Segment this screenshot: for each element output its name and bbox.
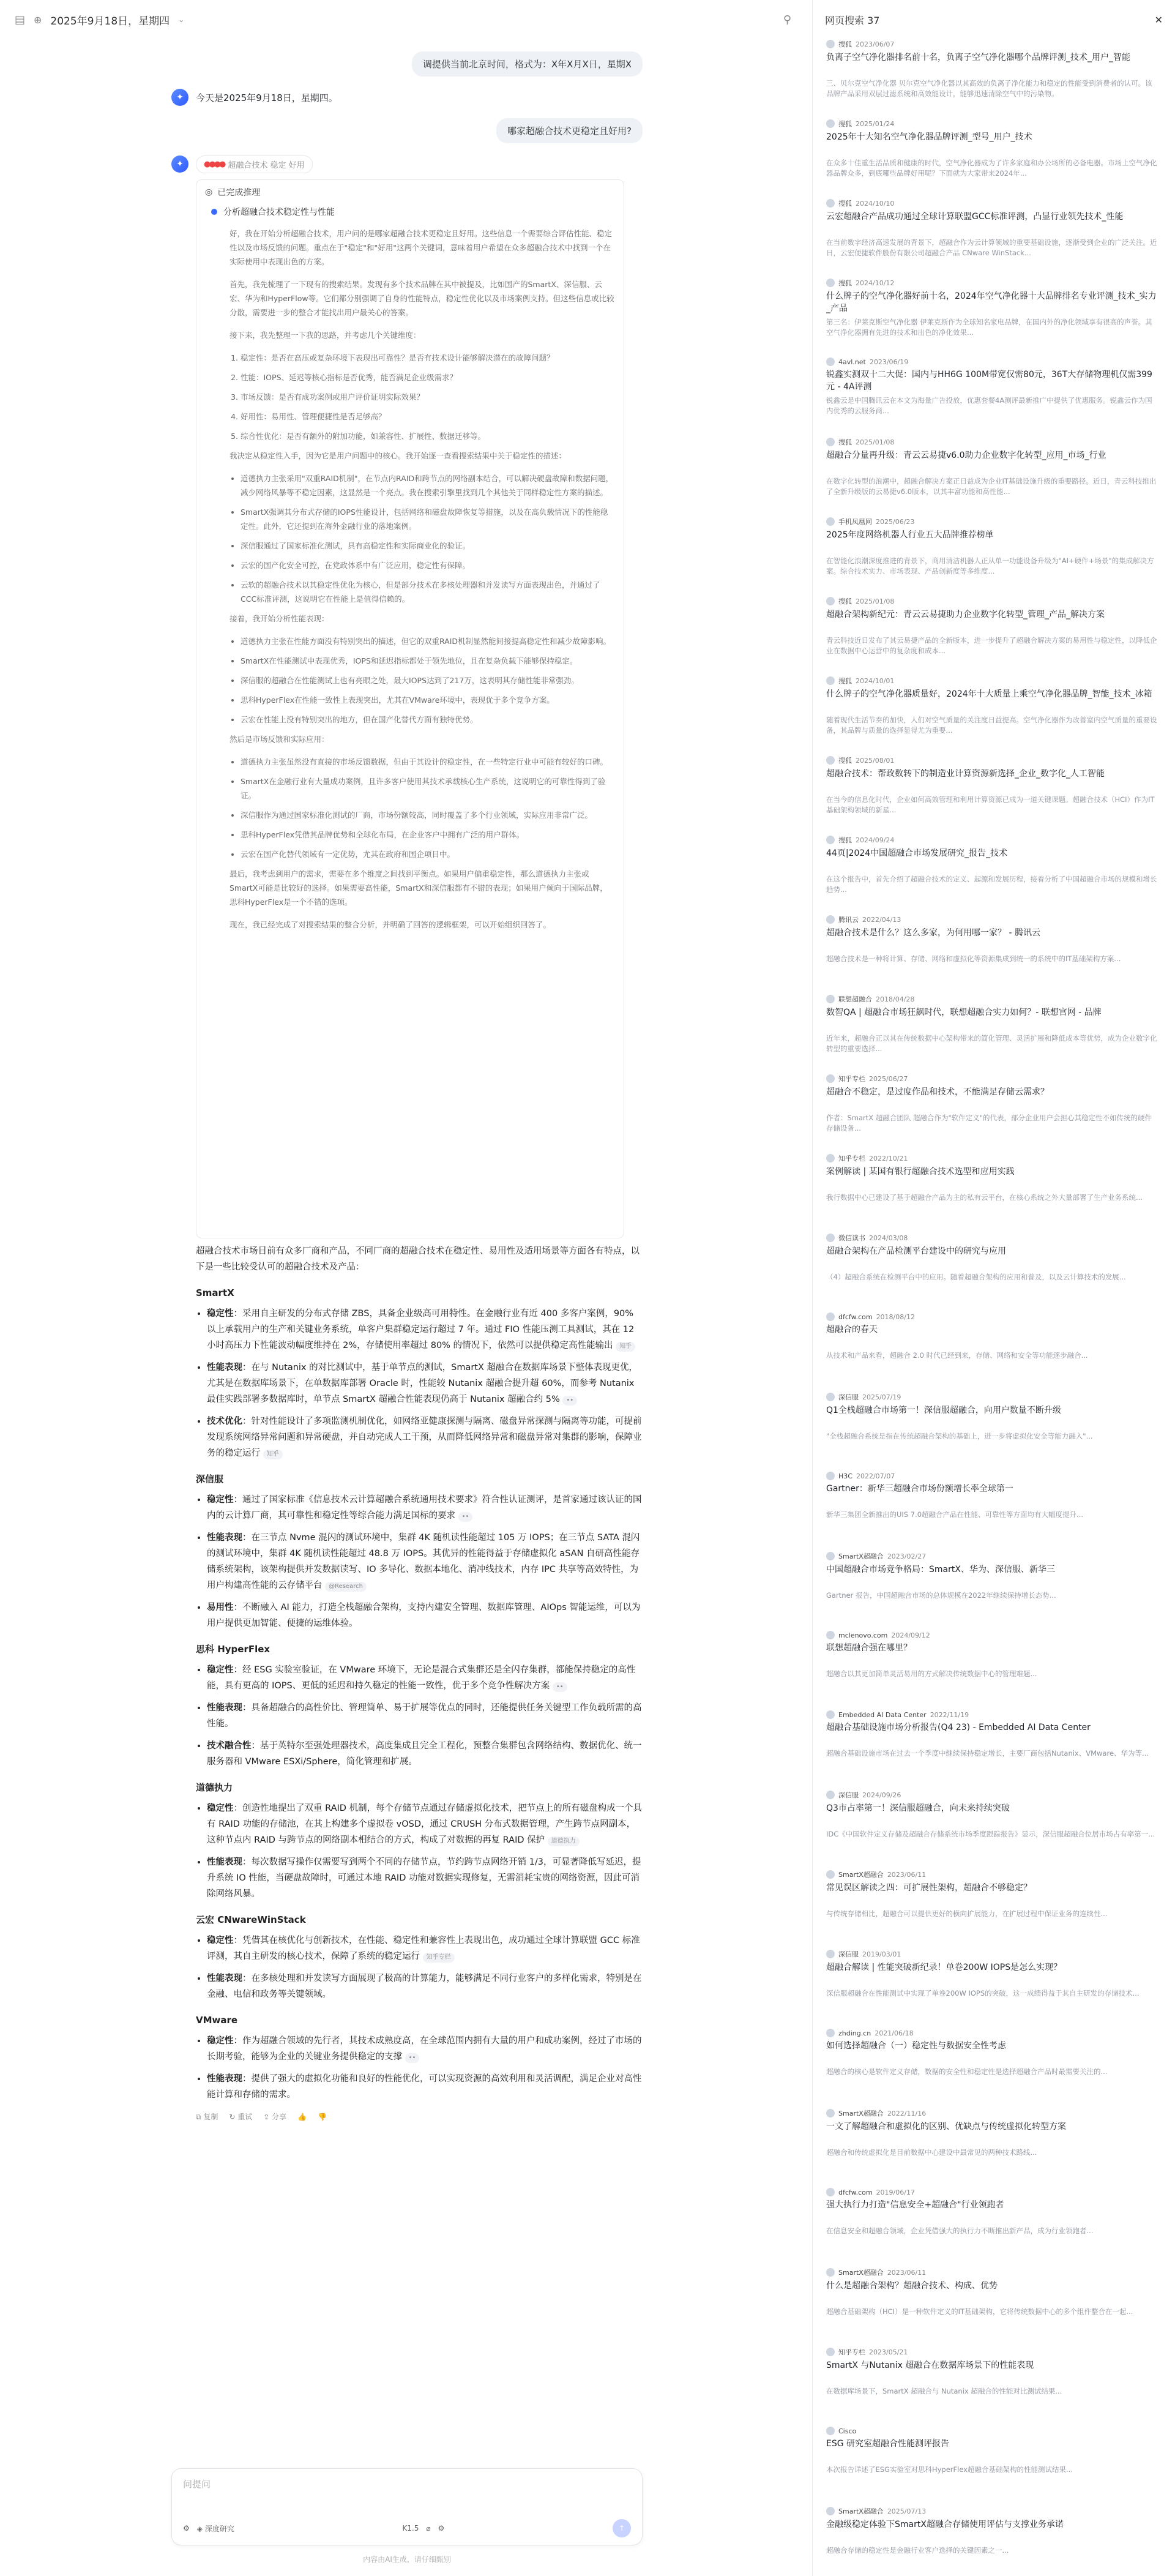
result-meta: 搜狐 2024/09/24: [826, 835, 1158, 845]
result-title[interactable]: Q3市占率第一！深信服超融合，向未来持续突破: [826, 1803, 1010, 1813]
result-title[interactable]: 数智QA | 超融合市场狂飙时代，联想超融合实力如何？- 联想官网 - 品牌: [826, 1008, 1102, 1017]
search-result[interactable]: [813, 2427, 1175, 2506]
site-favicon-icon: [826, 2029, 835, 2037]
answer-body: 超融合技术市场目前有众多厂商和产品，不同厂商的超融合技术在稳定性、易用性及适用场景等方面各有特点，以下是一些比较受认可的超融合技术及产品： SmartX • 稳定性：采用自主研发的分布式存储 ZBS，具备企业级高可用特性。在金融行业有近 400 多客户案例，90% 以上承载用户的生产和关键业务系统，单客户集群稳定运行超过 7 年。通过 FIO 性能压测工具测试，其在 12 小时高压力下性能波动幅度维持在 2%，存储使用率超过 80% 的情况下，依然可以提供稳定高性能输出 知乎 • 性能表现：在与 Nutanix 的对比测试中，基于单节点的测试，SmartX 超融合在数据库场景下整体表现更优，尤其是在数据库场景下，在单数据库部署 Oracle 时，性能较 Nutanix 超融合提升超 60%，而参考 Nutanix 最佳实践部署多数据库时，单节点 SmartX 超融合性能表现仍高于 Nutanix 超融合约 5% •• • 技术优化：针对性能设计了多项监测机制优化，如网络亚健康探测与隔离、磁盘异常探测与隔离等功能，可提前发现系统网络异常问题和异常硬盘，并自动完成人工干预，从而降低网络异常和磁盘异常对集群的影响，保障业务的稳定运行 知乎 深信服 • 稳定性：通过了国家标准《信息技术云计算超融合系统通用技术要求》符合性认证测评，是首家通过该认证的国内的云计算厂商，其可靠性和稳定性等综合能力满足国标的要求 •• • 性能表现：在三节点 Nvme 混闪的测试环境中，集群 4K 随机读性能超过 105 万 IOPS；在三节点 SATA 混闪的测试环境中，集群 4K 随机读性能超过 48.8 万 IOPS。其优异的性能得益于存储虚拟化 aSAN 自研高性能存储系统架构，该架构提供并发数据读写、IO 多导化、数据本地化、消冲线技术，内存 IPC 共享等高效特性，为用户构建高性能的云存储平台 @Research • 易用性：不断融入 AI 能力，打造全栈超融合架构，支持内建安全管理、数据库管理、AIOps 智能运维，可以为用户提供更加智能、便捷的运维体验。 思科 HyperFlex • 稳定性：经 ESG 实验室验证，在 VMware 环境下，无论是混合式集群还是全闪存集群，都能保持稳定的高性能，具有更高的 IOPS、更低的延迟和持久稳定的性能一致性，优于多个竞争性解决方案 •• • 性能表现：具备超融合的高性价比、管理简单、易于扩展等优点的同时，还能提供任务关键型工作负载所需的高性能。 • 技术融合性：基于英特尔至强处理器技术，高度集成且完全工程化，预整合集群包含网络结构、数据优化、统一服务器和 VMware ESXi/Sphere，简化管理和扩展。 道德执力 • 稳定性：创造性地提出了双重 RAID 机制，每个存储节点通过存储虚拟化技术，把节点上的所有磁盘构成一个具有 RAID 功能的存储池，在其上构建多个虚拟卷 vOSD，通过 CRUSH 分布式数据管理，产生跨节点网副本，这种节点内 RAID 与跨节点的网络副本相结合的方式，构成了对数据的再复 RAID 保护 道德执力 • 性能表现：每次数据写操作仅需要写到两个不同的存储节点，节约跨节点网络开销 1/3，可显著降低写延迟，提升系统 IO 性能，当硬盘故障时，可通过本地 RAID 功能对数据实现修复，无需消耗宝贵的网络资源，因此可消除网络风暴。 云宏 CNwareWinStack • 稳定性：凭借其在核优化与创新技术，在性能、稳定性和兼容性上表现出色，成功通过全球计算联盟 GCC 标准评测，其自主研发的核心技术，保障了系统的稳定运行 知乎专栏 • 性能表现：在多核处理和并发读写方面展现了极高的计算能力，能够满足不同行业客户的多样化需求，特别是在金融、电信和政务等关键领域。 VMware • 稳定性：作为超融合领域的先行者，其技术成熟度高，在全球范围内拥有大量的用户和成功案例，经过了市场的长期考验，能够为企业的关键业务提供稳定的支撑 •• • 性能表现：提供了强大的虚拟化功能和良好的性能优化，可以实现资源的高效利用和灵活调配，满足企业对高性能计算和存储的需求。 ⧉ 复制 ↻ 重试 ⇪ 分享 👍 👎: [196, 1243, 643, 2125]
result-meta: 搜狐 2024/10/10: [826, 198, 1158, 208]
result-meta: 搜狐 2025/01/08: [826, 596, 1158, 606]
citation-chip[interactable]: ••: [553, 1682, 567, 1692]
site-favicon-icon: [826, 2188, 835, 2196]
result-snippet: Gartner 报告，中国超融合市场的总体规模在2022年继续保持增长态势...: [826, 1591, 1056, 1600]
result-title[interactable]: 超融合技术：帮政数转下的制造业计算资源新选择_企业_数字化_人工智能: [826, 769, 1105, 779]
search-result[interactable]: [813, 2029, 1175, 2108]
citation-chip[interactable]: 道德执力: [548, 1837, 580, 1846]
site-favicon-icon: [826, 2348, 835, 2356]
tools-icon[interactable]: ⚙: [183, 2524, 190, 2533]
vendor-point: • 性能表现：具备超融合的高性价比、管理简单、易于扩展等优点的同时，还能提供任务关键型工作负载所需的高性能。: [207, 1700, 643, 1732]
vendor-heading: 道德执力: [196, 1782, 233, 1793]
citation-chip[interactable]: 知乎: [263, 1450, 283, 1459]
site-favicon-icon: [826, 40, 835, 48]
result-snippet: IDC《中国软件定义存储及超融合存储系统市场季度跟踪报告》显示，深信服超融合位居市场占有率第一...: [826, 1830, 1155, 1838]
site-favicon-icon: [826, 1154, 835, 1163]
site-favicon-icon: [826, 597, 835, 605]
vendor-points: [196, 1306, 643, 1461]
deep-research-toggle[interactable]: ◈ 深度研究: [196, 2524, 234, 2533]
result-title[interactable]: 常见误区解读之四：可扩展性架构，超融合不够稳定？: [826, 1883, 1032, 1893]
result-meta: SmartX超融合 2023/02/27: [826, 1551, 1158, 1561]
share-button[interactable]: ⇪ 分享: [263, 2113, 287, 2121]
vendor-points: [196, 2033, 643, 2103]
result-snippet: 新华三集团全新推出的UIS 7.0超融合产品在性能、可靠性等方面均有大幅度提升...: [826, 1510, 1084, 1519]
result-snippet: 在智能化浪潮深度推进的背景下，商用清洁机器人正从单一功能设备升级为"AI+硬件+场景"的集成解决方案。综合技术实力、市场表现、产品创新度等多维度...: [826, 556, 1154, 575]
thumbs-up-icon[interactable]: 👍: [297, 2113, 307, 2121]
attach-icon[interactable]: ⌀: [426, 2524, 431, 2533]
result-title[interactable]: 2025年度网络机器人行业五大品牌推荐榜单: [826, 530, 994, 540]
search-result[interactable]: [813, 994, 1175, 1074]
result-meta: dfcfw.com 2018/08/12: [826, 1312, 1158, 1321]
search-result[interactable]: [813, 755, 1175, 835]
result-meta: Embedded AI Data Center 2022/11/19: [826, 1710, 1158, 1719]
vendor-heading: VMware: [196, 2015, 238, 2026]
search-result[interactable]: [813, 1233, 1175, 1312]
result-meta: 知乎专栏 2025/06/27: [826, 1074, 1158, 1084]
result-title[interactable]: 超融合技术是什么？这么多家，为何用哪一家？ - 腾讯云: [826, 928, 1040, 938]
result-meta: SmartX超融合 2022/11/16: [826, 2108, 1158, 2118]
step-dot-icon: [211, 209, 217, 215]
vendor-point: • 性能表现：提供了强大的虚拟化功能和良好的性能优化，可以实现资源的高效利用和灵活调配，满足企业对高性能计算和存储的需求。: [207, 2071, 643, 2103]
result-snippet: 超融合的核心是软件定义存储，数据的安全性和稳定性是选择超融合产品时最需要关注的...: [826, 2067, 1108, 2076]
result-snippet: （4）超融合系统在检测平台中的应用。随着超融合架构的应用和普及，以及云计算技术的发展...: [826, 1273, 1126, 1281]
chat-input[interactable]: [171, 2468, 643, 2545]
vendor-points: [196, 1933, 643, 2002]
result-meta: Cisco: [826, 2427, 1158, 2435]
vendor-point: • 性能表现：在多核处理和并发读写方面展现了极高的计算能力，能够满足不同行业客户的多样化需求，特别是在金融、电信和政务等关键领域。: [207, 1971, 643, 2002]
search-result[interactable]: [813, 1312, 1175, 1392]
result-snippet: 深信服超融合在性能测试中实现了单卷200W IOPS的突破，这一成绩得益于其自主研发的存储技术...: [826, 1989, 1140, 1998]
close-icon[interactable]: ✕: [1154, 13, 1163, 26]
result-snippet: 超融合和传统虚拟化是目前数据中心建设中最常见的两种技术路线...: [826, 2148, 1037, 2157]
result-title[interactable]: 中国超融合市场竞争格局：SmartX、华为、深信服、新华三: [826, 1565, 1055, 1574]
result-snippet: 在当今的信息化时代，企业如何高效管理和利用计算资源已成为一道关键课题。超融合技术（HCI）作为IT基础架构领域的新星...: [826, 795, 1155, 814]
reasoning-body: 好，我在开始分析超融合技术，用户问的是哪家超融合技术更稳定且好用。这些信息一个需要综合评估性能、稳定性以及市场反馈的问题。重点在于"稳定"和"好用"这两个关键词，意味着用户希望在众多超融合技术中找到一个在实际使用中表现出色的方案。 首先，我先梳理了一下现有的搜索结果。发现有多个技术品牌在其中被提及，比如国产的SmartX、深信服、云宏、华为和HyperFlow等。它们都分别强调了自身的性能特点，稳定性优化以及市场案例支持。但这些信息或比较分散，需要进一步的整合才能找出用户最关心的答案。 接下来，我先整理一下我的思路，并考虑几个关键维度： 1. 稳定性：是否在高压或复杂环境下表现出可靠性？是否有技术设计能够解决潜在的故障问题？ 2. 性能：IOPS、延迟等核心指标是否优秀，能否满足企业级需求？ 3. 市场反馈：是否有成功案例或用户评价证明实际效果？ 4. 好用性：易用性、管理便捷性是否足够高？ 5. 综合性优化：是否有额外的附加功能，如兼容性、扩展性、数据迁移等。 我决定从稳定性入手，因为它是用户问题中的核心。我开始逐一查看搜索结果中关于稳定性的描述： • 道德执力主张采用"双重RAID机制"，在节点内RAID和跨节点的网络副本结合，可以解决硬盘故障和数据问题，减少网络风暴等不稳定因素，这显然是一个亮点。我在搜索引擎里找到几个其他关于同样稳定性方案的描述。 • SmartX强调其分布式存储的IOPS性能设计，包括网络和磁盘故障恢复等措施，以及在高负载情况下的性能稳定性。此外，它还提到在海外金融行业的落地案例。 • 深信服通过了国家标准化测试，具有高稳定性和实际商业化的验证。 • 云宏的国产化安全可控，在党政体系中有广泛应用，稳定性有保障。 • 云软的超融合技术以其稳定性优化为核心，但是部分技术在多核处理器和并发读写方面表现出色，并通过了CCC标准评测，这说明它在性能上是值得信赖的。 接着，我开始分析性能表现： • 道德执力主张在性能方面没有特别突出的描述，但它的双重RAID机制显然能间接提高稳定性和减少故障影响。 • SmartX在性能测试中表现优秀，IOPS和延迟指标都处于领先地位，且在复杂负载下能够保持稳定。 • 深信服的超融合在性能测试上也有亮眼之处，最大IOPS达到了217万，这表明其存储性能非常强劲。 • 思科HyperFlex在性能一致性上表现突出，尤其在VMware环境中，表现优于多个竞争方案。 • 云宏在性能上没有特别突出的地方，但在国产化替代方面有独特优势。 然后是市场反馈和实际应用： • 道德执力主张虽然没有直接的市场反馈数据，但由于其设计的稳定性，在一些特定行业中可能有较好的口碑。 • SmartX在金融行业有大量成功案例，且许多客户使用其技术承载核心生产系统，这说明它的可靠性得到了验证。 • 深信服作为通过国家标准化测试的厂商，市场份额较高，同时覆盖了多个行业领域，实际应用非常广泛。 • 思科HyperFlex凭借其品牌优势和全球化布局，在企业客户中拥有广泛的用户群体。 • 云宏在国产化替代领域有一定优势，尤其在政府和国企项目中。 最后，我考虑到用户的需求，需要在多个维度之间找到平衡点。如果用户偏重稳定性，那么道德执力主张或SmartX可能是比较好的选择。如果需要高性能，SmartX和深信服都有不错的表现；如果用户倾向于国际品牌，思科HyperFlex是一个不错的选项。 现在，我已经完成了对搜索结果的整合分析，并明确了回答的逻辑框架，可以开始组织回答了。: [229, 227, 615, 932]
result-meta: SmartX超融合 2023/06/11: [826, 1870, 1158, 1879]
result-title[interactable]: 锐鑫实测双十二大促：国内与HH6G 100M带宽仅需80元，36T大存储物理机仅需399元 - 4A评测: [826, 370, 1152, 392]
result-meta: 深信服 2024/09/26: [826, 1790, 1158, 1800]
site-favicon-icon: [826, 2109, 835, 2117]
site-favicon-icon: [826, 1631, 835, 1639]
search-result[interactable]: [813, 1631, 1175, 1710]
citation-chip[interactable]: 知乎专栏: [423, 1953, 455, 1963]
user-message: 调提供当前北京时间，格式为：X年X月X日，星期X: [171, 51, 643, 77]
result-title[interactable]: 金融级稳定体验下SmartX超融合存储使用评估与支撑业务承诺: [826, 2520, 1064, 2529]
citation-chip[interactable]: 知乎: [616, 1342, 635, 1352]
search-result[interactable]: [813, 1710, 1175, 1790]
result-meta: 腾讯云 2022/04/13: [826, 915, 1158, 924]
search-result[interactable]: [813, 2506, 1175, 2576]
site-favicon-icon: [826, 1552, 835, 1560]
result-meta: 深信服 2019/03/01: [826, 1949, 1158, 1959]
vendor-points: [196, 1662, 643, 1770]
result-meta: 手机凤凰网 2025/06/23: [826, 517, 1158, 526]
search-result[interactable]: [813, 1074, 1175, 1153]
search-result[interactable]: [813, 2267, 1175, 2347]
site-favicon-icon: [826, 199, 835, 208]
result-snippet: 本次报告详述了ESG实验室对思科HyperFlex超融合基础架构的性能测试结果...: [826, 2465, 1073, 2474]
result-title[interactable]: 超融合解读 | 性能突破新纪录！单卷200W IOPS是怎么实现？: [826, 1963, 1062, 1972]
result-meta: 搜狐 2025/01/24: [826, 119, 1158, 129]
result-snippet: 随着现代生活节奏的加快，人们对空气质量的关注度日益提高。空气净化器作为改善室内空气质量的重要设备，其品牌与质量的选择显得尤为重要...: [826, 716, 1157, 735]
site-favicon-icon: [826, 1710, 835, 1719]
result-meta: SmartX超融合 2023/06/11: [826, 2267, 1158, 2277]
search-result[interactable]: [813, 517, 1175, 596]
vendor-point: • 性能表现：在三节点 Nvme 混闪的测试环境中，集群 4K 随机读性能超过 105 万 IOPS；在三节点 SATA 混闪的测试环境中，集群 4K 随机读性能超过 48.8 万 IOPS。其优异的性能得益于存储虚拟化 aSAN 自研高性能存储系统架构，该架构提供并发数据读写、IO 多导化、数据本地化、消冲线技术，内存 IPC 共享等高效特性，为用户构建高性能的云存储平台 @Research: [207, 1530, 643, 1593]
result-meta: 深信服 2025/07/19: [826, 1392, 1158, 1402]
vendor-point: • 技术融合性：基于英特尔至强处理器技术，高度集成且完全工程化，预整合集群包含网络结构、数据优化、统一服务器和 VMware ESXi/Sphere，简化管理和扩展。: [207, 1738, 643, 1770]
site-favicon-icon: [826, 1472, 835, 1480]
search-result[interactable]: [813, 278, 1175, 358]
site-favicon-icon: [826, 1791, 835, 1799]
vendor-heading: 思科 HyperFlex: [196, 1644, 270, 1655]
result-snippet: 超融合基础设施市场在过去一个季度中继续保持稳定增长，主要厂商包括Nutanix、VMware、华为等...: [826, 1749, 1149, 1758]
reasoning-header[interactable]: ◎ 已完成推理: [205, 187, 261, 198]
chevron-down-icon[interactable]: ⌄: [178, 15, 185, 24]
result-snippet: 与传统存储相比，超融合可以提供更好的横向扩展能力，在扩展过程中保证业务的连续性...: [826, 1909, 1108, 1918]
result-snippet: 超融合基础架构（HCI）是一种软件定义的IT基础架构，它将传统数据中心的多个组件整合在一起...: [826, 2307, 1133, 2316]
result-title[interactable]: Gartner：新华三超融合市场份额增长率全球第一: [826, 1484, 1013, 1494]
result-snippet: 超融合以其更加简单灵活易用的方式解决传统数据中心的管理难题...: [826, 1669, 1037, 1678]
vendor-point: • 稳定性：采用自主研发的分布式存储 ZBS，具备企业级高可用特性。在金融行业有近 400 多客户案例，90% 以上承载用户的生产和关键业务系统，单客户集群稳定运行超过 7 年。通过 FIO 性能压测工具测试，其在 12 小时高压力下性能波动幅度维持在 2%，存储使用率超过 80% 的情况下，依然可以提供稳定高性能输出 知乎: [207, 1306, 643, 1354]
search-result[interactable]: [813, 915, 1175, 994]
vendor-points: [196, 1492, 643, 1631]
site-favicon-icon: [826, 119, 835, 128]
result-snippet: 在这个报告中，首先介绍了超融合技术的定义、起源和发展历程，接着分析了中国超融合市场的规模和增长趋势...: [826, 875, 1157, 894]
site-favicon-icon: [826, 358, 835, 366]
result-meta: H3C 2022/07/07: [826, 1472, 1158, 1480]
result-title[interactable]: 超融合架构在产品检测平台建设中的研究与应用: [826, 1246, 1006, 1256]
result-title[interactable]: 超融合基础设施市场分析报告(Q4 23) - Embedded AI Data Center: [826, 1723, 1091, 1732]
settings-icon[interactable]: ⚙: [438, 2524, 445, 2533]
panel-header: 网页搜索 37 ✕: [825, 13, 1163, 26]
vendor-heading: 深信服: [196, 1473, 224, 1485]
vendor-point: • 性能表现：每次数据写操作仅需要写到两个不同的存储节点，节约跨节点网络开销 1/3，可显著降低写延迟，提升系统 IO 性能，当硬盘故障时，可通过本地 RAID 功能对数据实现修复，无需消耗宝贵的网络资源，因此可消除网络风暴。: [207, 1854, 643, 1902]
vendor-point: • 稳定性：创造性地提出了双重 RAID 机制，每个存储节点通过存储虚拟化技术，把节点上的所有磁盘构成一个具有 RAID 功能的存储池，在其上构建多个虚拟卷 vOSD，通过 CRUSH 分布式数据管理，产生跨节点网副本，这种节点内 RAID 与跨节点的网络副本相结合的方式，构成了对数据的再复 RAID 保护 道德执力: [207, 1800, 643, 1848]
search-result[interactable]: [813, 1949, 1175, 2029]
model-selector[interactable]: K1.5: [402, 2524, 419, 2533]
result-meta: 知乎专栏 2022/10/21: [826, 1153, 1158, 1163]
search-result[interactable]: [813, 2108, 1175, 2188]
search-result[interactable]: [813, 1392, 1175, 1472]
site-favicon-icon: [826, 676, 835, 685]
search-result[interactable]: [813, 358, 1175, 437]
result-title[interactable]: 什么牌子的空气净化器质量好，2024年十大质量上乘空气净化器品牌_智能_技术_冰箱: [826, 689, 1152, 699]
vendor-point: • 稳定性：经 ESG 实验室验证，在 VMware 环境下，无论是混合式集群还是全闪存集群，都能保持稳定的高性能，具有更高的 IOPS、更低的延迟和持久稳定的性能一致性，优于多个竞争性解决方案 ••: [207, 1662, 643, 1694]
site-favicon-icon: [826, 2427, 835, 2435]
vendor-sections: [196, 1285, 643, 2103]
check-icon: ◎: [205, 187, 213, 197]
result-title[interactable]: 什么牌子的空气净化器好前十名，2024年空气净化器十大品牌排名专业评测_技术_实力_产品: [826, 291, 1157, 313]
result-meta: dfcfw.com 2019/06/17: [826, 2188, 1158, 2196]
result-title[interactable]: 超融合架构新纪元：青云云易捷助力企业数字化转型_管理_产品_解决方案: [826, 610, 1105, 620]
search-result[interactable]: [813, 1472, 1175, 1551]
result-meta: 知乎专栏 2023/05/21: [826, 2347, 1158, 2357]
search-result[interactable]: [813, 119, 1175, 198]
result-snippet: 我行数据中心已建设了基于超融合产品为主的私有云平台，在核心系统之外大量部署了生产业务系统...: [826, 1193, 1143, 1202]
result-snippet: 超融合技术是一种将计算、存储、网络和虚拟化等资源集成到统一的系统中的IT基础架构方案...: [826, 954, 1121, 963]
top-bar: [0, 0, 812, 39]
result-snippet: 在众多十佳重生活品质和健康的时代，空气净化器成为了许多家庭和办公场所的必备电器。市场上空气净化器品牌众多，到底哪些品牌好用呢？下面就为大家带来2024年...: [826, 159, 1157, 178]
citation-chip[interactable]: @Research: [325, 1582, 367, 1592]
result-title[interactable]: 2025年十大知名空气净化器品牌评测_型号_用户_技术: [826, 132, 1032, 142]
result-meta: 搜狐 2025/01/08: [826, 437, 1158, 447]
result-snippet: 作者：SmartX 超融合团队 超融合作为"软件定义"的代表，部分企业用户会担心其稳定性不如传统的硬件存储设备...: [826, 1114, 1152, 1133]
result-snippet: "全栈超融合系统是指在传统超融合架构的基础上，进一步将虚拟化安全等能力融入"...: [826, 1432, 1093, 1440]
thumbs-down-icon[interactable]: 👎: [318, 2113, 327, 2121]
vendor-points: [196, 1800, 643, 1902]
history-icon[interactable]: ⊕: [34, 13, 42, 26]
site-favicon-icon: [826, 1312, 835, 1321]
result-meta: 4avl.net 2023/06/19: [826, 358, 1158, 366]
conversation-title[interactable]: 2025年9月18日，星期四: [50, 15, 170, 28]
message-actions: [196, 2109, 643, 2125]
search-results-panel: [813, 0, 1175, 2576]
citation-chip[interactable]: ••: [405, 2053, 420, 2063]
result-snippet: 三、贝尔克空气净化器 贝尔克空气净化器以其高效的负离子净化能力和稳定的性能受到消费者的认可。该品牌产品采用双层过滤系统和高效能设计，能够迅速清除空气中的污染物。: [826, 79, 1152, 98]
result-title[interactable]: 强大执行力打造"信息安全+超融合"行业领跑者: [826, 2200, 1004, 2210]
result-title[interactable]: 超融合分量再升级：青云云易捷v6.0助力企业数字化转型_应用_市场_行业: [826, 451, 1106, 460]
result-snippet: 从技术和产品来看，超融合 2.0 时代已经到来，存储、网络和安全等功能逐步融合...: [826, 1351, 1088, 1360]
reasoning-panel: [196, 179, 624, 1238]
retry-button[interactable]: ↻ 重试: [229, 2113, 253, 2121]
result-meta: mclenovo.com 2024/09/12: [826, 1631, 1158, 1639]
result-title[interactable]: 44页|2024中国超融合市场发展研究_报告_技术: [826, 848, 1008, 858]
search-result[interactable]: [813, 596, 1175, 676]
site-favicon-icon: [826, 438, 835, 446]
result-snippet: 第三名：伊莱克斯空气净化器 伊莱克斯作为全球知名家电品牌，在国内外的净化领域享有很高的声誉。其空气净化器拥有先进的技术和出色的净化效果...: [826, 318, 1152, 337]
citation-chip[interactable]: ••: [562, 1396, 577, 1406]
result-title[interactable]: Q1全栈超融合市场第一！深信服超融合，向用户数量不断升级: [826, 1406, 1061, 1415]
search-result[interactable]: [813, 39, 1175, 119]
site-favicon-icon: [826, 995, 835, 1003]
search-result[interactable]: [813, 676, 1175, 755]
result-snippet: 青云科技近日发布了其云易捷产品的全新版本，进一步提升了超融合解决方案的易用性与稳定性，以降低企业在数据中心运营中的复杂度和成本...: [826, 636, 1157, 655]
result-title[interactable]: 超融合不稳定，是过度作品和技术，不能满足存储云需求？: [826, 1087, 1049, 1097]
assistant-avatar: ✦: [171, 89, 188, 106]
vendor-heading: SmartX: [196, 1287, 234, 1298]
result-meta: 联想超融合 2018/04/28: [826, 994, 1158, 1004]
vendor-point: • 稳定性：通过了国家标准《信息技术云计算超融合系统通用技术要求》符合性认证测评，是首家通过该认证的国内的云计算厂商，其可靠性和稳定性等综合能力满足国标的要求 ••: [207, 1492, 643, 1524]
site-favicon-icon: [826, 756, 835, 765]
result-meta: zhding.cn 2021/06/18: [826, 2029, 1158, 2037]
result-title[interactable]: SmartX 与Nutanix 超融合在数据库场景下的性能表现: [826, 2361, 1034, 2370]
source-favicons-icon: ●●●●: [204, 160, 225, 169]
copy-button[interactable]: ⧉ 复制: [196, 2113, 218, 2121]
site-favicon-icon: [826, 915, 835, 924]
input-toolbar: [183, 2519, 631, 2537]
search-results-list: [813, 39, 1175, 2576]
disclaimer: 内容由AI生成，请仔细甄别: [363, 2555, 451, 2564]
assistant-avatar: ✦: [171, 155, 188, 173]
result-title[interactable]: 超融合的春天: [826, 1325, 878, 1335]
citation-chip[interactable]: ••: [458, 1512, 473, 1522]
result-snippet: 超融合存储的稳定性是金融行业客户选择的关键因素之一...: [826, 2546, 1009, 2555]
assistant-message: [171, 155, 643, 2125]
search-result[interactable]: [813, 835, 1175, 915]
send-button[interactable]: ↑: [613, 2519, 631, 2537]
site-favicon-icon: [826, 2507, 835, 2515]
input-placeholder: 问提问: [183, 2479, 211, 2490]
result-title[interactable]: ESG 研究室超融合性能测评报告: [826, 2439, 950, 2449]
result-title[interactable]: 什么是超融合架构？超融合技术、构成、优势: [826, 2281, 998, 2291]
site-favicon-icon: [826, 1870, 835, 1879]
search-result[interactable]: [813, 198, 1175, 278]
site-favicon-icon: [826, 279, 835, 287]
search-result[interactable]: [813, 2347, 1175, 2427]
vendor-point: • 性能表现：在与 Nutanix 的对比测试中，基于单节点的测试，SmartX 超融合在数据库场景下整体表现更优，尤其是在数据库场景下，在单数据库部署 Oracle 时，性能较 Nutanix 超融合提升超 60%，而参考 Nutanix 最佳实践部署多数据库时，单节点 SmartX 超融合性能表现仍高于 Nutanix 超融合约 5% ••: [207, 1360, 643, 1407]
result-snippet: 锐鑫云是中国腾讯云在本文为海量广告投放，优惠套餐4A测评最新推广中提供了优惠服务。锐鑫云作为国内优秀的云服务商...: [826, 396, 1152, 415]
result-title[interactable]: 云宏超融合产品成功通过全球计算联盟GCC标准评测，凸显行业领先技术_性能: [826, 212, 1124, 222]
reasoning-step[interactable]: 分析超融合技术稳定性与性能: [211, 206, 615, 218]
result-title[interactable]: 如何选择超融合（一）稳定性与数据安全性考虑: [826, 2041, 1006, 2051]
pin-icon[interactable]: ⚲: [783, 13, 791, 26]
result-title[interactable]: 一文了解超融合和虚拟化的区别、优缺点与传统虚拟化转型方案: [826, 2122, 1066, 2132]
message-list: [171, 39, 643, 2133]
vendor-point: • 稳定性：作为超融合领域的先行者，其技术成熟度高，在全球范围内拥有大量的用户和成功案例，经过了市场的长期考验，能够为企业的关键业务提供稳定的支撑 ••: [207, 2033, 643, 2065]
search-result[interactable]: [813, 1551, 1175, 1631]
site-favicon-icon: [826, 1950, 835, 1958]
result-snippet: 在信息安全和超融合领域，企业凭借强大的执行力不断推出新产品，成为行业领跑者...: [826, 2226, 1094, 2235]
result-meta: 搜狐 2023/06/07: [826, 39, 1158, 49]
user-message: 哪家超融合技术更稳定且好用?: [171, 118, 643, 143]
result-meta: 搜狐 2024/10/12: [826, 278, 1158, 288]
site-favicon-icon: [826, 2268, 835, 2277]
site-favicon-icon: [826, 1393, 835, 1401]
result-meta: 微信读书 2024/03/08: [826, 1233, 1158, 1243]
vendor-heading: 云宏 CNwareWinStack: [196, 1914, 306, 1925]
search-result[interactable]: [813, 437, 1175, 517]
vendor-point: • 稳定性：凭借其在核优化与创新技术，在性能、稳定性和兼容性上表现出色，成功通过全球计算联盟 GCC 标准评测，其自主研发的核心技术，保障了系统的稳定运行 知乎专栏: [207, 1933, 643, 1964]
vendor-point: • 技术优化：针对性能设计了多项监测机制优化，如网络亚健康探测与隔离、磁盘异常探测与隔离等功能，可提前发现系统网络异常问题和异常硬盘，并自动完成人工干预，从而降低网络异常和磁盘异常对集群的影响，保障业务的稳定运行 知乎: [207, 1413, 643, 1461]
result-snippet: 近年来，超融合正以其在传统数据中心架构带来的简化管理、灵活扩展和降低成本等优势，成为企业数字化转型的重要选择...: [826, 1034, 1157, 1053]
sidebar-toggle-icon[interactable]: ▤: [15, 13, 26, 26]
result-meta: 搜狐 2024/10/01: [826, 676, 1158, 686]
search-result[interactable]: [813, 1790, 1175, 1870]
vendor-point: • 易用性：不断融入 AI 能力，打造全栈超融合架构，支持内建安全管理、数据库管理、AIOps 智能运维，可以为用户提供更加智能、便捷的运维体验。: [207, 1600, 643, 1631]
site-favicon-icon: [826, 1234, 835, 1242]
result-snippet: 在数字化转型的浪潮中，超融合解决方案正日益成为企业IT基础设施升级的重要路径。近日，青云科技推出了全新升级版的云易捷v6.0版本，以其丰富功能和高性能...: [826, 477, 1157, 496]
search-result[interactable]: [813, 1153, 1175, 1233]
result-title[interactable]: 联想超融合强在哪里？: [826, 1643, 912, 1653]
result-snippet: 在当前数字经济高速发展的背景下，超融合作为云计算领域的重要基础设施，逐渐受到企业的广泛关注。近日，云宏便捷软件股份有限公司超融合产品 CNware WinStack...: [826, 238, 1157, 257]
site-favicon-icon: [826, 517, 835, 526]
result-snippet: 在数据库场景下，SmartX 超融合与 Nutanix 超融合的性能对比测试结果...: [826, 2387, 1062, 2395]
search-result[interactable]: [813, 1870, 1175, 1949]
search-sources-chip[interactable]: ●●●● 超融合技术 稳定 好用: [196, 155, 313, 173]
result-meta: SmartX超融合 2025/07/13: [826, 2506, 1158, 2516]
site-favicon-icon: [826, 836, 835, 844]
search-result[interactable]: [813, 2188, 1175, 2267]
site-favicon-icon: [826, 1074, 835, 1083]
result-title[interactable]: 负离子空气净化器排名前十名，负离子空气净化器哪个品牌评测_技术_用户_智能: [826, 53, 1130, 62]
result-title[interactable]: 案例解读 | 某国有银行超融合技术选型和应用实践: [826, 1167, 1015, 1177]
result-meta: 搜狐 2025/08/01: [826, 755, 1158, 765]
assistant-message: ✦ 今天是2025年9月18日，星期四。: [171, 89, 643, 106]
